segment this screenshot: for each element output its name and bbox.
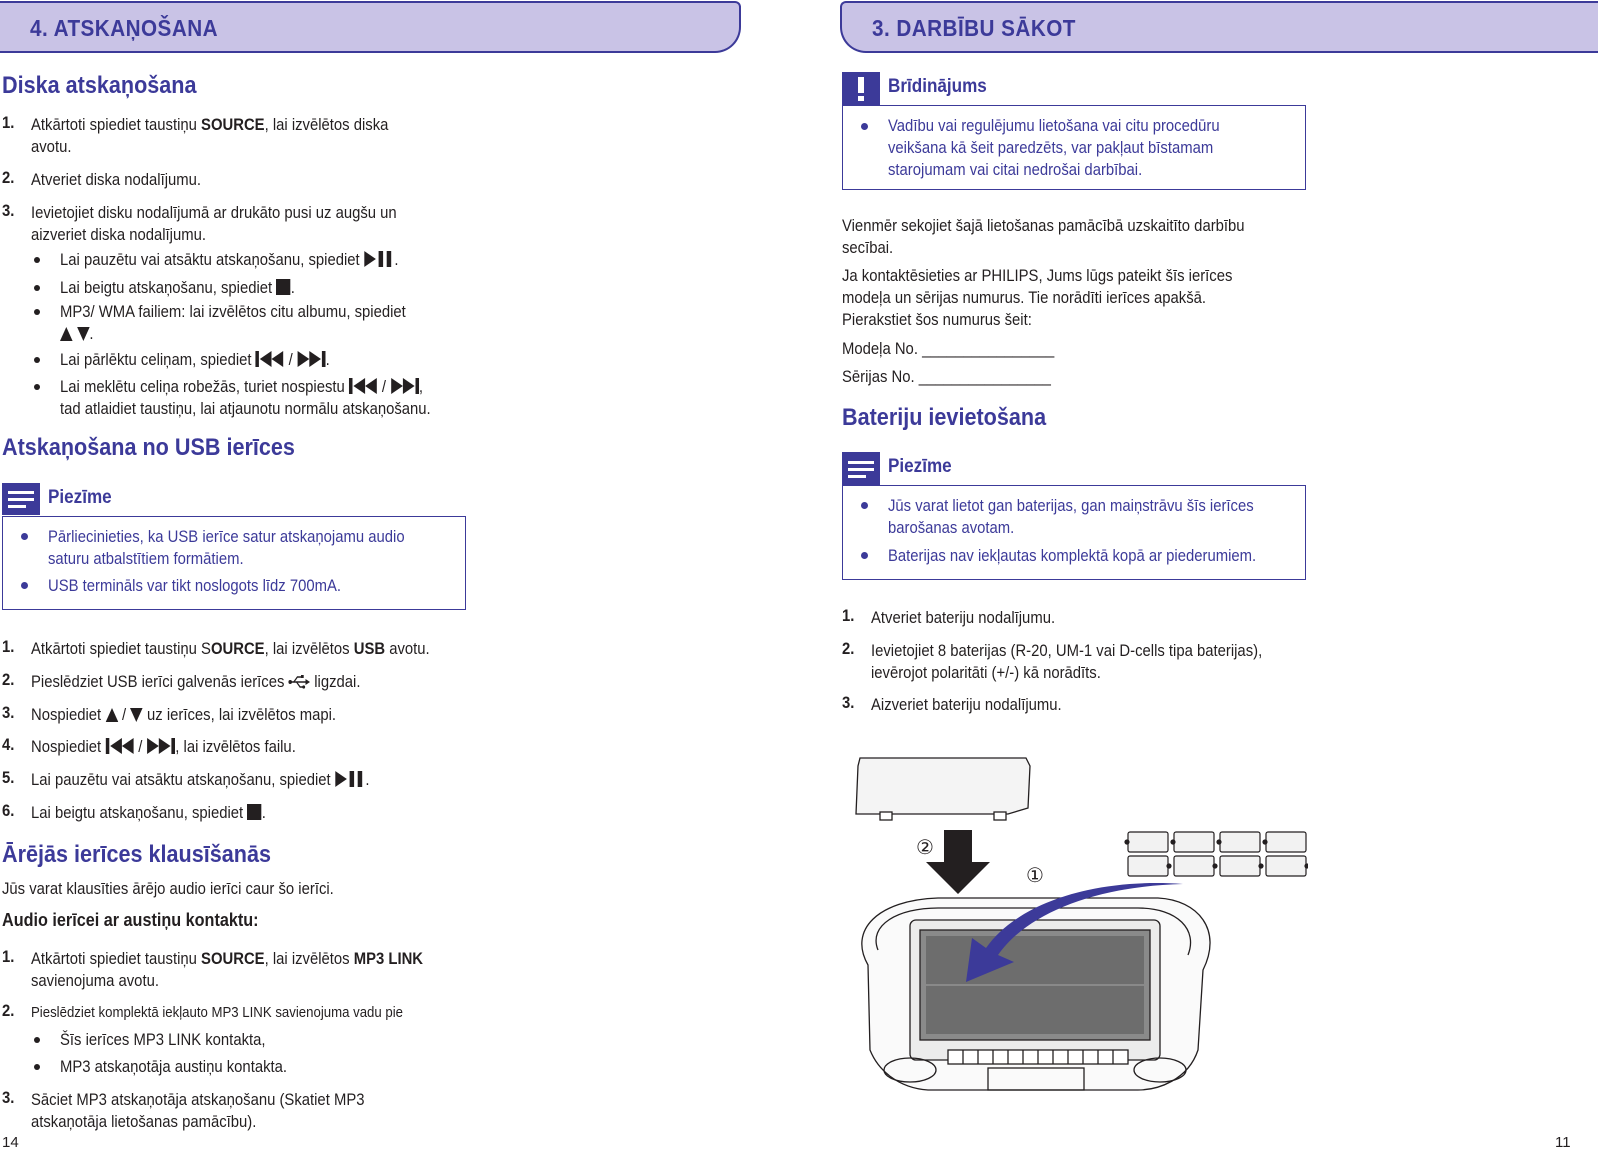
step-text: Lai pauzētu vai atsāktu atskaņošanu, spiediet . [31,771,370,789]
warning-text-cont: starojumam vai citai nedrošai darbībai. [888,161,1143,179]
step-number: 2. [2,671,15,689]
next-icon [147,738,176,754]
usb-icon [289,675,311,689]
stop-icon [276,279,290,295]
step-text: Atkārtoti spiediet taustiņu SOURCE, lai izvēlētos MP3 LINK [31,950,424,968]
step-number: 3. [2,704,15,722]
bullet-text: Lai pārlēktu celiņam, spiediet / . [60,351,330,369]
bullet-dot [21,582,28,589]
bullet-dot [34,257,40,263]
section-title-usb: Atskaņošana no USB ierīces [2,434,295,461]
step-text-cont: atskaņotāja lietošanas pamācību). [31,1113,257,1131]
step-text: Lai beigtu atskaņošanu, spiediet . [31,804,266,822]
model-number-line: Modeļa No. ________________ [842,340,1055,358]
bullet-dot [34,384,40,390]
down-arrow-icon [77,327,90,341]
bullet-dot [861,502,868,509]
step-number: 6. [2,802,15,820]
step-number: 1. [2,948,15,966]
bullet-text: Lai pauzētu vai atsāktu atskaņošanu, spiediet . [60,251,399,269]
step-number: 5. [2,769,15,787]
step-number: 3. [842,694,855,712]
battery-cover [856,758,1030,820]
contact-paragraph-cont: Pierakstiet šos numurus šeit: [842,311,1032,329]
step-number: 4. [2,736,15,754]
next-icon [297,351,326,367]
step-number: 2. [2,169,15,187]
warning-text: Vadību vai regulējumu lietošana vai citu procedūru [888,117,1220,135]
previous-icon [256,351,285,367]
step-number: 1. [842,607,855,625]
note-icon [842,452,880,485]
down-arrow-shape [926,830,990,894]
step-text: Atveriet bateriju nodalījumu. [871,609,1056,627]
step-text: Pieslēdziet USB ierīci galvenās ierīces ligzdai. [31,673,361,691]
step-text: Sāciet MP3 atskaņotāja atskaņošanu (Skatiet MP3 [31,1091,365,1109]
bullet-dot [34,285,40,291]
stop-icon [247,804,261,820]
previous-icon [105,738,134,754]
step-text: Aizveriet bateriju nodalījumu. [871,696,1062,714]
step-text: Atveriet diska nodalījumu. [31,171,202,189]
chapter-title: 4. ATSKAŅOŠANA [30,15,219,41]
figure-label: ② [916,835,934,859]
step-text: Nospiediet / , lai izvēlētos failu. [31,738,296,756]
bullet-text-cont: tad atlaidiet taustiņu, lai atjaunotu normālu atskaņošanu. [60,400,431,418]
contact-paragraph-cont: modeļa un sērijas numurus. Tie norādīti ierīces apakšā. [842,289,1207,307]
note-text: Baterijas nav iekļautas komplektā kopā ar piederumiem. [888,547,1257,565]
step-text-cont: avotu. [31,138,72,156]
serial-number-line: Sērijas No. ________________ [842,368,1051,386]
next-icon [390,378,419,394]
chapter-title: 3. DARBĪBU SĀKOT [872,15,1076,41]
bullet-text-cont: . [60,323,93,345]
section-title-batteries: Bateriju ievietošana [842,404,1047,431]
note-heading: Piezīme [48,487,112,508]
sub-heading: Audio ierīcei ar austiņu kontaktu: [2,910,259,930]
up-arrow-icon [60,327,73,341]
section-header-band [0,1,741,53]
section-title-disc: Diska atskaņošana [2,72,197,99]
step-number: 2. [842,640,855,658]
bullet-dot [34,1064,40,1070]
section-intro: Jūs varat klausīties ārējo audio ierīci caur šo ierīci. [2,880,334,898]
play-pause-icon [364,251,395,267]
step-text: Atkārtoti spiediet taustiņu SOURCE, lai izvēlētos USB avotu. [31,640,430,658]
note-text: USB termināls var tikt noslogots līdz 700mA. [48,577,341,595]
step-number: 2. [2,1002,15,1020]
note-text: Pārliecinieties, ka USB ierīce satur atskaņojamu audio [48,528,405,546]
bullet-text: MP3 atskaņotāja austiņu kontakta. [60,1058,288,1076]
bullet-dot [861,123,868,130]
note-text: Jūs varat lietot gan baterijas, gan maiņstrāvu šīs ierīces [888,497,1254,515]
step-text: Ievietojiet 8 baterijas (R-20, UM-1 vai D-cells tipa baterijas), [871,642,1263,660]
warning-heading: Brīdinājums [888,76,987,97]
left-page [0,0,760,1171]
bullet-text: Lai beigtu atskaņošanu, spiediet . [60,279,295,297]
step-text: Nospiediet / uz ierīces, lai izvēlētos mapi. [31,706,337,724]
bullet-dot [34,309,40,315]
step-text: Pieslēdziet komplektā iekļauto MP3 LINK savienojuma vadu pie [31,1004,404,1021]
note-icon [2,483,40,515]
battery-installation-illustration [838,750,1308,1095]
step-text: Ievietojiet disku nodalījumā ar drukāto pusi uz augšu un [31,204,397,222]
warning-text-cont: veikšana kā šeit paredzēts, var pakļaut bīstamam [888,139,1214,157]
page-number: 11 [1555,1134,1571,1151]
device-body [862,898,1210,1090]
play-pause-icon [335,771,366,787]
batteries-group [1125,832,1308,876]
step-number: 3. [2,202,15,220]
intro-paragraph: Vienmēr sekojiet šajā lietošanas pamācībā uzskaitīto darbību [842,217,1245,235]
section-header-band [840,1,1598,53]
step-text: Atkārtoti spiediet taustiņu SOURCE, lai izvēlētos diska [31,116,389,134]
page-number: 14 [2,1134,19,1151]
intro-paragraph-cont: secībai. [842,239,894,257]
bullet-text: Šīs ierīces MP3 LINK kontakta, [60,1031,266,1049]
contact-paragraph: Ja kontaktēsieties ar PHILIPS, Jums lūgs pateikt šīs ierīces [842,267,1233,285]
bullet-dot [861,552,868,559]
figure-label: ① [1026,863,1044,887]
bullet-dot [34,1037,40,1043]
warning-icon [842,72,880,105]
bullet-dot [21,533,28,540]
note-heading: Piezīme [888,456,952,477]
step-number: 3. [2,1089,15,1107]
step-number: 1. [2,114,15,132]
bullet-text: Lai meklētu celiņa robežās, turiet nospiestu / , [60,378,424,396]
note-text-cont: barošanas avotam. [888,519,1015,537]
up-arrow-icon [105,708,118,722]
down-arrow-icon [130,708,143,722]
step-number: 1. [2,638,15,656]
note-text-cont: saturu atbalstītiem formātiem. [48,550,244,568]
bullet-text: MP3/ WMA failiem: lai izvēlētos citu albumu, spiediet [60,303,406,321]
step-text-cont: ievērojot polaritāti (+/-) kā norādīts. [871,664,1101,682]
step-text-cont: savienojuma avotu. [31,972,159,990]
right-page [842,0,1598,1171]
section-title-external: Ārējās ierīces klausīšanās [2,841,271,868]
previous-icon [349,378,378,394]
bullet-dot [34,357,40,363]
step-text-cont: aizveriet diska nodalījumu. [31,226,206,244]
